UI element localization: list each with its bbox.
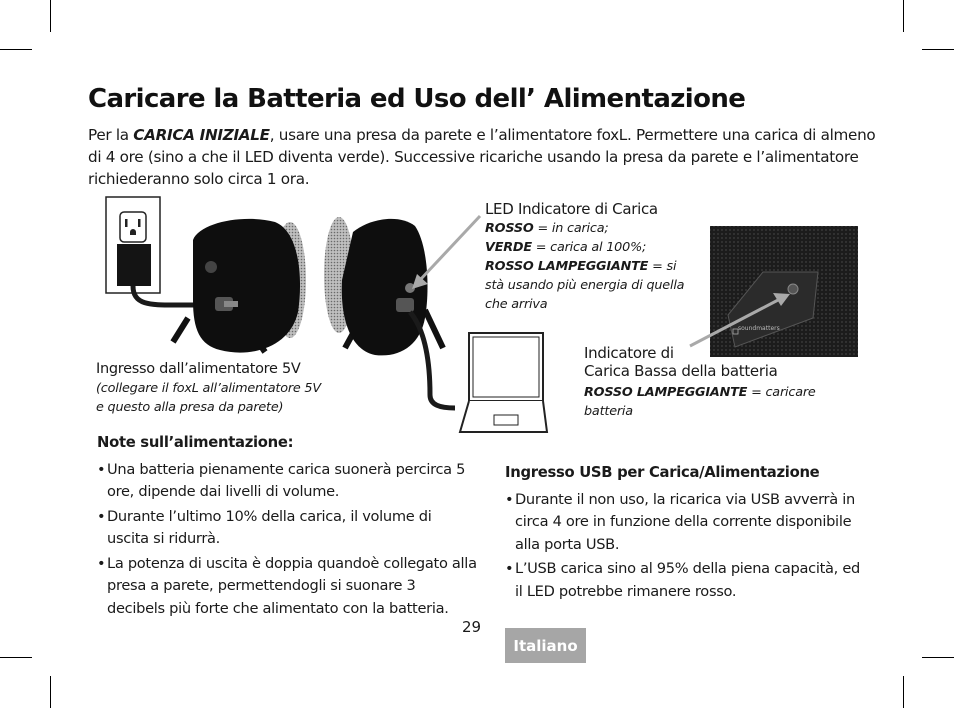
led-green-text: = carica al 100%; bbox=[531, 240, 647, 255]
led-indicator-callout bbox=[485, 200, 685, 314]
power-input-note: (collegare il foxL all’alimentatore 5V e questo alla presa da parete) bbox=[96, 381, 321, 415]
led-green-key: VERDE bbox=[485, 240, 532, 255]
list-item: • Una batteria pienamente carica suonerà percirca 5 ore, dipende dai livelli di volume. bbox=[97, 459, 477, 504]
speaker-right bbox=[324, 217, 443, 355]
low-battery-line2: Carica Bassa della batteria bbox=[584, 362, 778, 380]
brand-logo: soundmatters bbox=[738, 325, 780, 332]
led-arrow bbox=[420, 216, 480, 280]
intro-before: Per la bbox=[88, 126, 134, 144]
power-adapter bbox=[117, 244, 151, 286]
usb-notes bbox=[505, 462, 865, 605]
low-battery-line1: Indicatore di bbox=[584, 344, 674, 362]
intro-after: , usare una presa da parete e l’alimentatore foxL. Permettere una carica di almeno di 4 ore (sino a che il LED diventa verde). Successive ricariche usando la presa da parete e l’alimentatore richiederanno solo circa 1 ora. bbox=[88, 126, 876, 188]
list-item: • L’USB carica sino al 95% della piena capacità, ed il LED potrebbe rimanere rosso. bbox=[505, 558, 865, 603]
list-item: • Durante il non uso, la ricarica via USB avverrà in circa 4 ore in funzione della corrente disponibile alla porta USB. bbox=[505, 489, 865, 557]
low-battery-blink-key: ROSSO LAMPEGGIANTE bbox=[584, 385, 748, 400]
power-notes bbox=[97, 432, 477, 622]
led-blink-text: = si stà usando più energia di quella che arriva bbox=[485, 259, 685, 312]
language-tab: Italiano bbox=[505, 628, 586, 663]
page-number: 29 bbox=[462, 618, 482, 636]
speaker-left bbox=[173, 219, 306, 353]
power-input-callout bbox=[96, 360, 326, 417]
laptop bbox=[460, 333, 547, 432]
power-notes-heading: Note sull’alimentazione: bbox=[97, 434, 294, 451]
list-item: • La potenza di uscita è doppia quandoè collegato alla presa a parete, permettendogli si suonare 3 decibels più forte che alimentato con la batteria. bbox=[97, 553, 477, 621]
usb-notes-heading: Ingresso USB per Carica/Alimentazione bbox=[505, 464, 820, 481]
intro-emphasis: CARICA INIZIALE bbox=[133, 126, 270, 144]
led-red-key: ROSSO bbox=[485, 221, 534, 236]
power-input-title: Ingresso dall’alimentatore 5V bbox=[96, 361, 301, 377]
led-red-text: = in carica; bbox=[533, 221, 609, 236]
dc-plug bbox=[224, 301, 238, 307]
speaker-top-photo bbox=[710, 226, 858, 357]
led-blink-key: ROSSO LAMPEGGIANTE bbox=[485, 259, 649, 274]
led-indicator-title: LED Indicatore di Carica bbox=[485, 200, 658, 218]
page-title: Caricare la Batteria ed Uso dell’ Alimentazione bbox=[88, 84, 746, 114]
list-item: • Durante l’ultimo 10% della carica, il volume di uscita si ridurrà. bbox=[97, 506, 477, 551]
low-battery-blink-text: = caricare batteria bbox=[584, 385, 816, 419]
low-battery-callout bbox=[584, 344, 834, 421]
